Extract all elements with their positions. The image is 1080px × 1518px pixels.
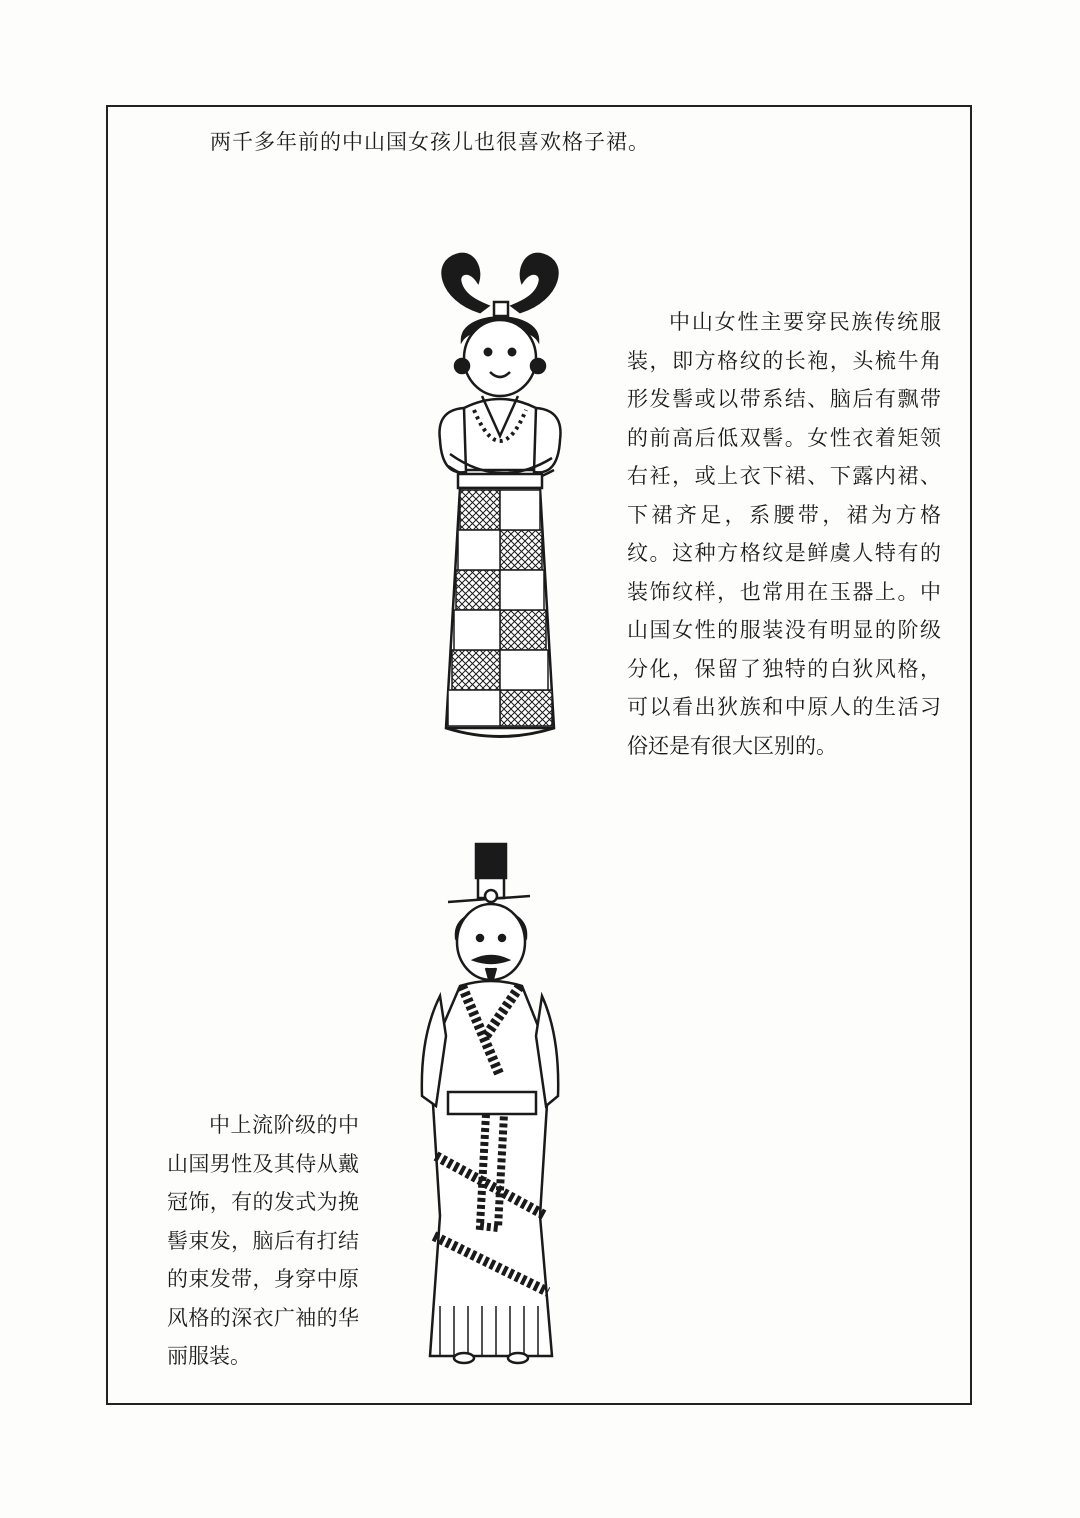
women-clothing-paragraph: 中山女性主要穿民族传统服装，即方格纹的长袍，头梳牛角形发髻或以带系结、脑后有飘带的前高后低双髻。女性衣着矩领右衽，或上衣下裙、下露内裙、下裙齐足，系腰带，裙为方格纹。这种方格纹是鲜虞人特有的装饰纹样，也常用在玉器上。中山国女性的服装没有明显的阶级分化，保留了独特的白狄风格，可以看出狄族和中原人的生活习俗还是有很大区别的。 (627, 310, 941, 758)
zhongshan-man-illustration (400, 836, 570, 1366)
zhongshan-woman-illustration (420, 240, 590, 750)
page-caption: 两千多年前的中山国女孩儿也很喜欢格子裙。 (210, 130, 650, 154)
men-clothing-paragraph: 中上流阶级的中山国男性及其侍从戴冠饰，有的发式为挽髻束发，脑后有打结的束发带，身穿中原风格的深衣广袖的华丽服装。 (167, 1113, 359, 1368)
